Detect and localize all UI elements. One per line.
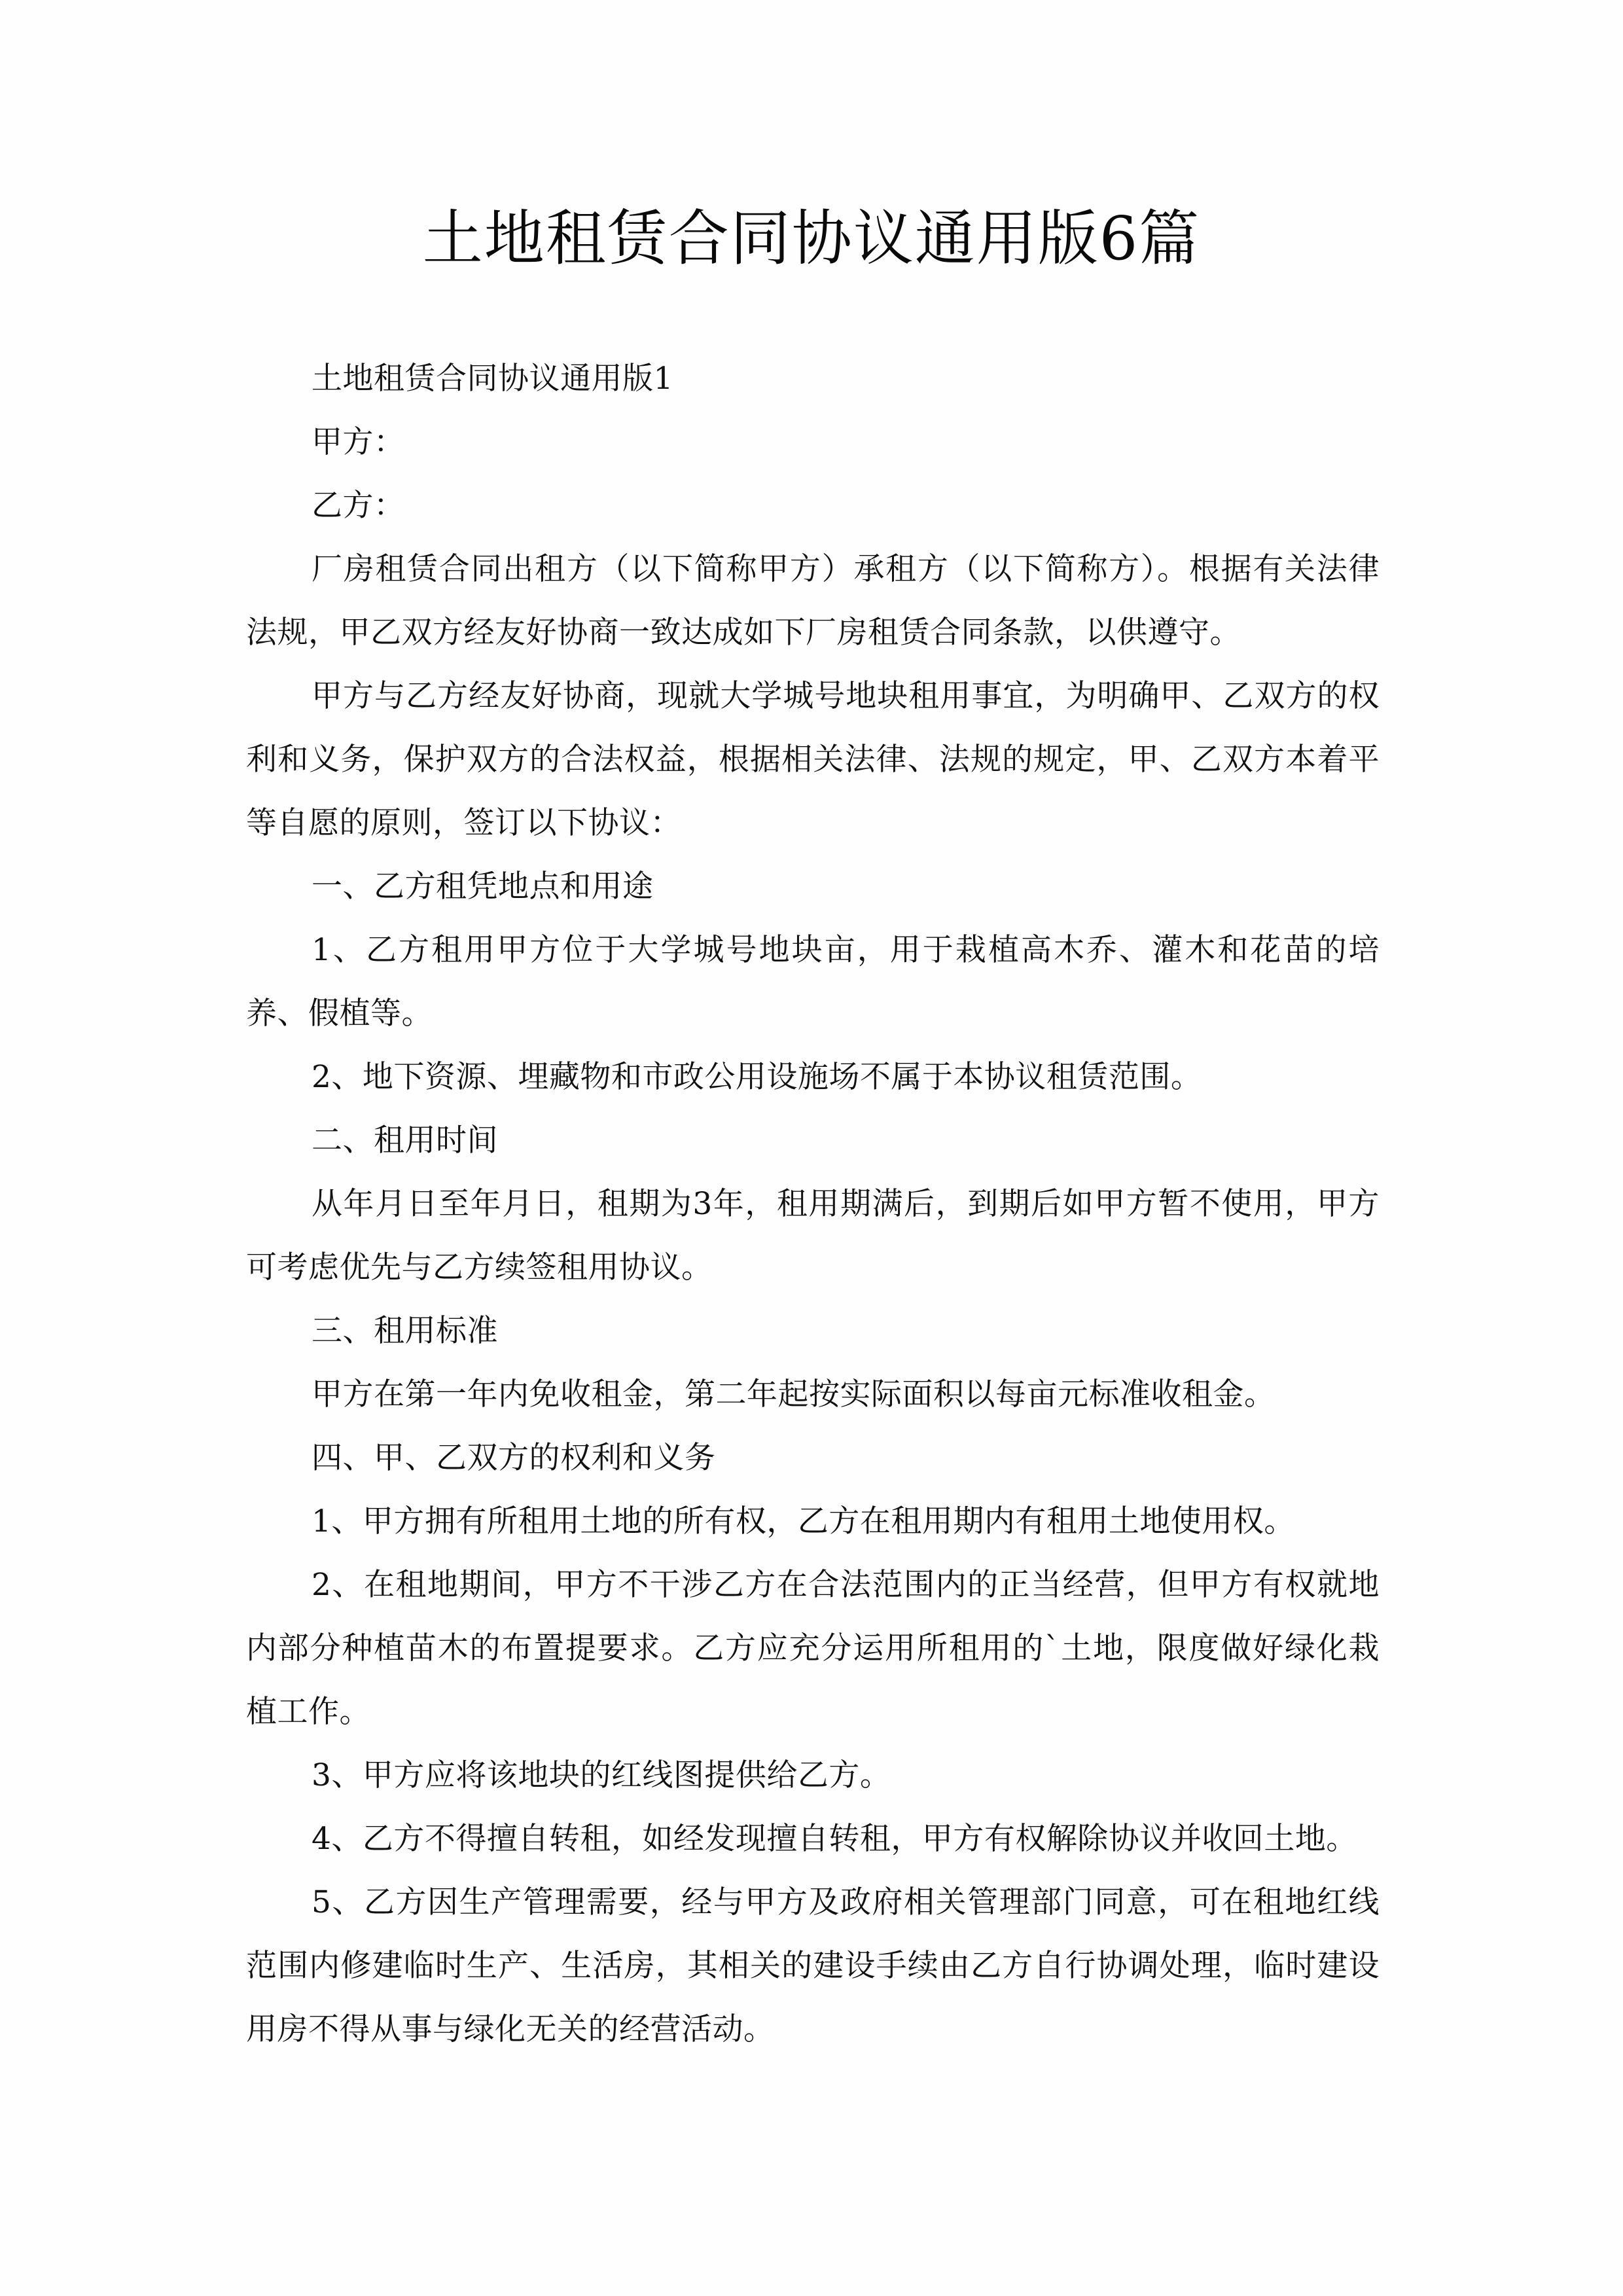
clause-4-1: 1、甲方拥有所租用土地的所有权，乙方在租用期内有租用土地使用权。 xyxy=(312,1503,1295,1539)
section-heading-3: 三、租用标准 xyxy=(312,1313,498,1349)
clause-3-rent: 甲方在第一年内免收租金，第二年起按实际面积以每亩元标准收租金。 xyxy=(312,1376,1275,1412)
clause-1-2: 2、地下资源、埋藏物和市政公用设施场不属于本协议租赁范围。 xyxy=(312,1059,1202,1095)
intro-paragraph: 厂房租赁合同出租方（以下简称甲方）承租方（以下简称方）。根据有关法律法规，甲乙双方经友好协商一致达成如下厂房租赁合同条款，以供遵守。 xyxy=(246,551,1380,651)
document-body xyxy=(246,347,1380,2061)
subtitle-paragraph: 土地租赁合同协议通用版1 xyxy=(312,361,673,397)
clause-4-3: 3、甲方应将该地块的红线图提供给乙方。 xyxy=(312,1757,891,1793)
party-a-line: 甲方： xyxy=(312,424,405,460)
section-heading-4: 四、甲、乙双方的权利和义务 xyxy=(312,1440,716,1476)
section-heading-1: 一、乙方租凭地点和用途 xyxy=(312,869,654,905)
purpose-paragraph: 甲方与乙方经友好协商，现就大学城号地块租用事宜，为明确甲、乙双方的权利和义务，保护双方的合法权益，根据相关法律、法规的规定，甲、乙双方本着平等自愿的原则，签订以下协议： xyxy=(246,678,1380,841)
party-b-line: 乙方： xyxy=(312,488,405,524)
clause-4-5: 5、乙方因生产管理需要，经与甲方及政府相关管理部门同意，可在租地红线范围内修建临时生产、生活房，其相关的建设手续由乙方自行协调处理，临时建设用房不得从事与绿化无关的经营活动。 xyxy=(246,1884,1380,2047)
clause-2-term: 从年月日至年月日，租期为3年，租用期满后，到期后如甲方暂不使用，甲方可考虑优先与乙方续签租用协议。 xyxy=(246,1186,1380,1285)
clause-4-4: 4、乙方不得擅自转租，如经发现擅自转租，甲方有权解除协议并收回土地。 xyxy=(312,1821,1357,1857)
document-title: 土地租赁合同协议通用版6篇 xyxy=(422,204,1201,274)
clause-4-2: 2、在租地期间，甲方不干涉乙方在合法范围内的正当经营，但甲方有权就地内部分种植苗木的布置提要求。乙方应充分运用所租用的`土地，限度做好绿化栽植工作。 xyxy=(246,1567,1380,1730)
clause-1-1: 1、乙方租用甲方位于大学城号地块亩，用于栽植高木乔、灌木和花苗的培养、假植等。 xyxy=(246,932,1380,1031)
section-heading-2: 二、租用时间 xyxy=(312,1122,498,1158)
